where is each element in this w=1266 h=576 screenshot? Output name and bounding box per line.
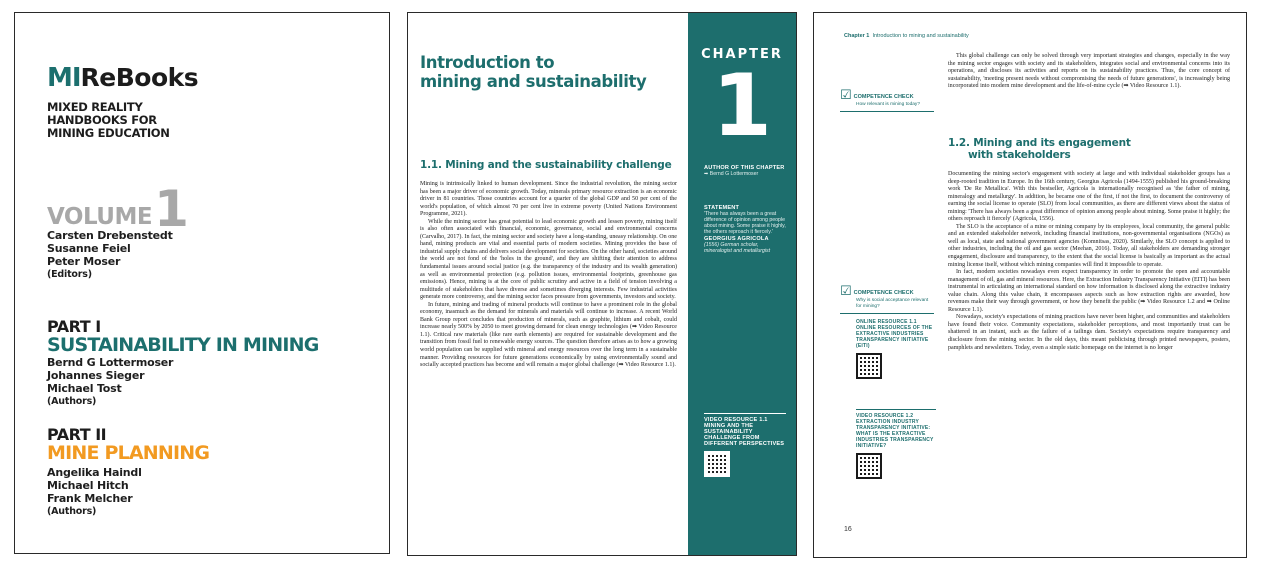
- paragraph: Nowadays, society's expectations of mining practices have never been higher, and communities and stakeholders have found their voice. Community expectations, stakeholder perceptions, and most importantly trust can be shattered in an instant, such as the failure of a tailings dam. Society's expectations require transparency and disclosure from the mining sector. In the old days, this meant publicising through printed newspapers, posters, pamphlets and newsletters. Today, even a simple static homepage on the internet is no longer: [948, 314, 1230, 351]
- authors-role: (Authors): [47, 396, 97, 407]
- author-name: Angelika Haindl: [47, 466, 142, 479]
- chapter-title: [420, 53, 670, 91]
- chapter-sidebar: [688, 13, 796, 555]
- author-name: Michael Tost: [47, 382, 122, 395]
- intro-paragraph: [948, 53, 1230, 91]
- checkbox-icon: ☑: [840, 284, 852, 299]
- divider: [840, 313, 934, 314]
- divider: [840, 111, 934, 112]
- chapter-title-line: Introduction to: [420, 53, 555, 72]
- editor-name: Carsten Drebenstedt: [47, 229, 173, 242]
- section-title-line: with stakeholders: [968, 148, 1071, 161]
- mirebooks-logo: [47, 63, 198, 93]
- paragraph: This global challenge can only be solved through very important strategies and changes, especially in the way the mining sector engages with society and its stakeholders, integrates social and environmental concerns into its operations, and discloses its activities and reports on its sustainability practices. Thus, the core concept of sustainability, 'meeting present needs without compromising the needs of future generations', is increasingly being incorporated into modern mine development and the life-of-mine cycle (➡ Video Resource 1.1).: [948, 53, 1230, 90]
- video-resource-box: [704, 413, 786, 477]
- paragraph: Mining is intrinsically linked to human development. Since the industrial revolution, the mining sector has been a major driver of economic growth. Today, minerals primary resource extraction is an economic driver in 81 countries. Those countries account for a quarter of the global GDP and 50 per cent of the world's population, of which almost 70 per cent live in extreme poverty (United Nations Environment Programme, 2021).: [420, 181, 677, 218]
- part2-title: MINE PLANNING: [47, 442, 210, 464]
- paragraph: The SLO is the acceptance of a mine or mining company by its employees, local community, the general public and an extended stakeholder network, including financial institutions, non-governmental organisations (NGOs) as well as local, state and national government agencies (Komnitsas, 2020). Similarly, the SLO concept is applied to other industries, including the oil and gas sector (Meehan, 2016). Today, all stakeholders are demanding stronger engagement, disclosure and transparency, to the extent that the social license is basically as important as the actual mining license itself, without which mining companies will find it impossible to operate.: [948, 223, 1230, 268]
- chapter-body: [420, 181, 677, 370]
- statement-heading: STATEMENT: [704, 205, 740, 211]
- paragraph: In future, mining and trading of mineral products will continue to have a prominent role in the global economy, inasmuch as the demand for minerals and materials will continue to increase. A recent World Bank Group report concludes that production of minerals, such as graphite, lithium and cobalt, could increase nearly 500% by 2050 to meet growing demand for clean energy technologies (➡ Video Resource 1.1). Critical raw materials (like rare earth elements) are required for sustainable development and the transition from fossil fuel to renewable energy sources. The question therefore arises as to how a growing world population can be supplied with mineral and energy resources over the long term in a sustainable manner. Providing resources for future generations economically by using environmentally sound and socially accepted practices has become and will remain a major global challenge (➡ Video Resource 1.1).: [420, 301, 677, 369]
- online-resource-1-1: [856, 319, 936, 379]
- part2-authors: [47, 466, 142, 518]
- video-resource-heading: VIDEO RESOURCE 1.2 EXTRACTION INDUSTRY TRANSPARENCY INITIATIVE: WHAT IS THE EXTRACTIVE INDUSTRIES TRANSPARENCY INITIATIVE?: [856, 413, 934, 449]
- author-heading: AUTHOR OF THIS CHAPTER: [704, 165, 785, 171]
- series-line: MIXED REALITY: [47, 100, 143, 114]
- running-head: [844, 33, 969, 39]
- series-title: [47, 101, 347, 140]
- paragraph: In fact, modern societies nowadays even expect transparency in order to promote the open and accountable management of oil, gas and mineral resources. Here, the Extraction Industry Transparency Initiative (EITI) has been instrumental in articulating an international standard on how information is disclosed along the extractive industry value chain. Along this value chain, it encompasses aspects such as how extraction rights are awarded, how revenues make their way through government, or how they benefit the public (➡ Video Resource 1.2 and ➡ Online Resource 1.1).: [948, 269, 1230, 313]
- divider: [704, 413, 786, 414]
- qr-code-icon[interactable]: [704, 451, 730, 477]
- competence-check-heading: COMPETENCE CHECK: [853, 94, 914, 100]
- chapter-title-line: mining and sustainability: [420, 72, 647, 91]
- editor-name: Peter Moser: [47, 255, 121, 268]
- author-box: [704, 165, 786, 177]
- paragraph: While the mining sector has great potential to lead economic growth and lessen poverty, mining itself is also often associated with financial, economic, governance, social and environmental concerns (Carvalho, 2017). In fact, the mining sector and society have a long-standing, uneasy relationship. On one hand, mining products are vital and essential parts of modern societies. Mining provides the base of industrial supply chains and delivers social development for societies. On the other hand, societies around the world are not fond of the 'holes in the ground', and they are shifting their attention to address fundamental issues around social justice (e.g. the transparency of the industry and its wealth generation) as well as environmental protection (e.g. pollution issues, environmental footprints, greenhouse gas emissions). Hence, mining is at the core of public scrutiny and active in a field of tension involving a multitude of stakeholders that have diverse and sometimes diverging interests. Few industrial activities generate more controversy, and the mining sector faces pressure from governments, investors and society.: [420, 218, 677, 301]
- part1-authors: [47, 356, 173, 408]
- competence-check-question: How relevant is mining today?: [856, 102, 920, 107]
- statement-box: [704, 205, 786, 254]
- competence-check-2: [840, 285, 934, 314]
- logo-rebooks: ReBooks: [80, 63, 199, 92]
- video-resource-1-2: [856, 409, 936, 479]
- editors-role: (Editors): [47, 269, 92, 280]
- content-page: [813, 12, 1247, 558]
- chapter-number: 1: [712, 56, 772, 156]
- series-line: MINING EDUCATION: [47, 126, 170, 140]
- chapter-opening-page: [407, 12, 797, 556]
- running-head-title: Introduction to mining and sustainability: [872, 33, 969, 39]
- author-link[interactable]: ➡ Bernd G Lottermoser: [704, 171, 759, 177]
- author-name: Bernd G Lottermoser: [47, 356, 174, 369]
- online-resource-heading: ONLINE RESOURCE 1.1 ONLINE RESOURCES OF THE EXTRACTIVE INDUSTRIES TRANSPARENCY INITIATIVE (EITI): [856, 319, 933, 349]
- series-line: HANDBOOKS FOR: [47, 113, 157, 127]
- chapter-label: CHAPTER: [701, 47, 783, 62]
- statement-quote: 'There has always been a great difference of opinion among people about mining. Some praise it highly, the others reproach it fiercely.': [704, 211, 786, 235]
- authors-role: (Authors): [47, 506, 97, 517]
- volume-word: VOLUME: [47, 204, 153, 230]
- statement-author-desc: (1556) German scholar, mineralogist and metallurgist: [704, 242, 771, 254]
- competence-check-heading: COMPETENCE CHECK: [853, 290, 914, 296]
- section-title: [948, 138, 1131, 161]
- section-title: 1.1. Mining and the sustainability challenge: [420, 159, 672, 171]
- page-number: 16: [844, 526, 852, 533]
- part2-label: PART II: [47, 425, 107, 444]
- content-body: [948, 171, 1230, 352]
- logo-mi: MI: [47, 63, 81, 93]
- part1-label: PART I: [47, 317, 101, 336]
- section-title-line: 1.2. Mining and its engagement: [948, 137, 1131, 149]
- competence-check-question: Why is social acceptance relevant for mining?: [856, 298, 929, 309]
- author-name: Johannes Sieger: [47, 369, 145, 382]
- paragraph: Documenting the mining sector's engagement with society at large and with individual stakeholder groups has a deep-rooted tradition in Europe. In the 16th century, Georgius Agricola (1494-1555) published his ground-breaking work 'De Re Metallica'. With this bestseller, Agricola is internationally recognised as 'the father of mining, mineralogy and metallurgy'. In addition, he became one of the first, if not the first, to document the controversy of earning the social license to operate (SLO) from local communities, as there are different views about the status of mining: 'There has always been a great difference of opinion among people about mining. Some praise it highly; the others reproach it fiercely' (Agricola, 1556).: [948, 171, 1230, 223]
- editors-block: [47, 229, 173, 281]
- volume-number: 1: [154, 180, 189, 238]
- author-name: Michael Hitch: [47, 479, 129, 492]
- running-head-chapter: Chapter 1: [844, 33, 870, 39]
- competence-check-1: [840, 89, 934, 112]
- divider: [856, 409, 936, 410]
- editor-name: Susanne Feiel: [47, 242, 131, 255]
- qr-code-icon[interactable]: [856, 453, 882, 479]
- qr-code-icon[interactable]: [856, 353, 882, 379]
- author-name: Frank Melcher: [47, 492, 133, 505]
- cover-page: [14, 12, 390, 554]
- checkbox-icon: ☑: [840, 88, 852, 103]
- video-resource-heading: VIDEO RESOURCE 1.1 MINING AND THE SUSTAINABILITY CHALLENGE FROM DIFFERENT PERSPECTIVES: [704, 417, 785, 447]
- part1-title: SUSTAINABILITY IN MINING: [47, 334, 319, 356]
- statement-author: GEORGIUS AGRICOLA: [704, 236, 769, 242]
